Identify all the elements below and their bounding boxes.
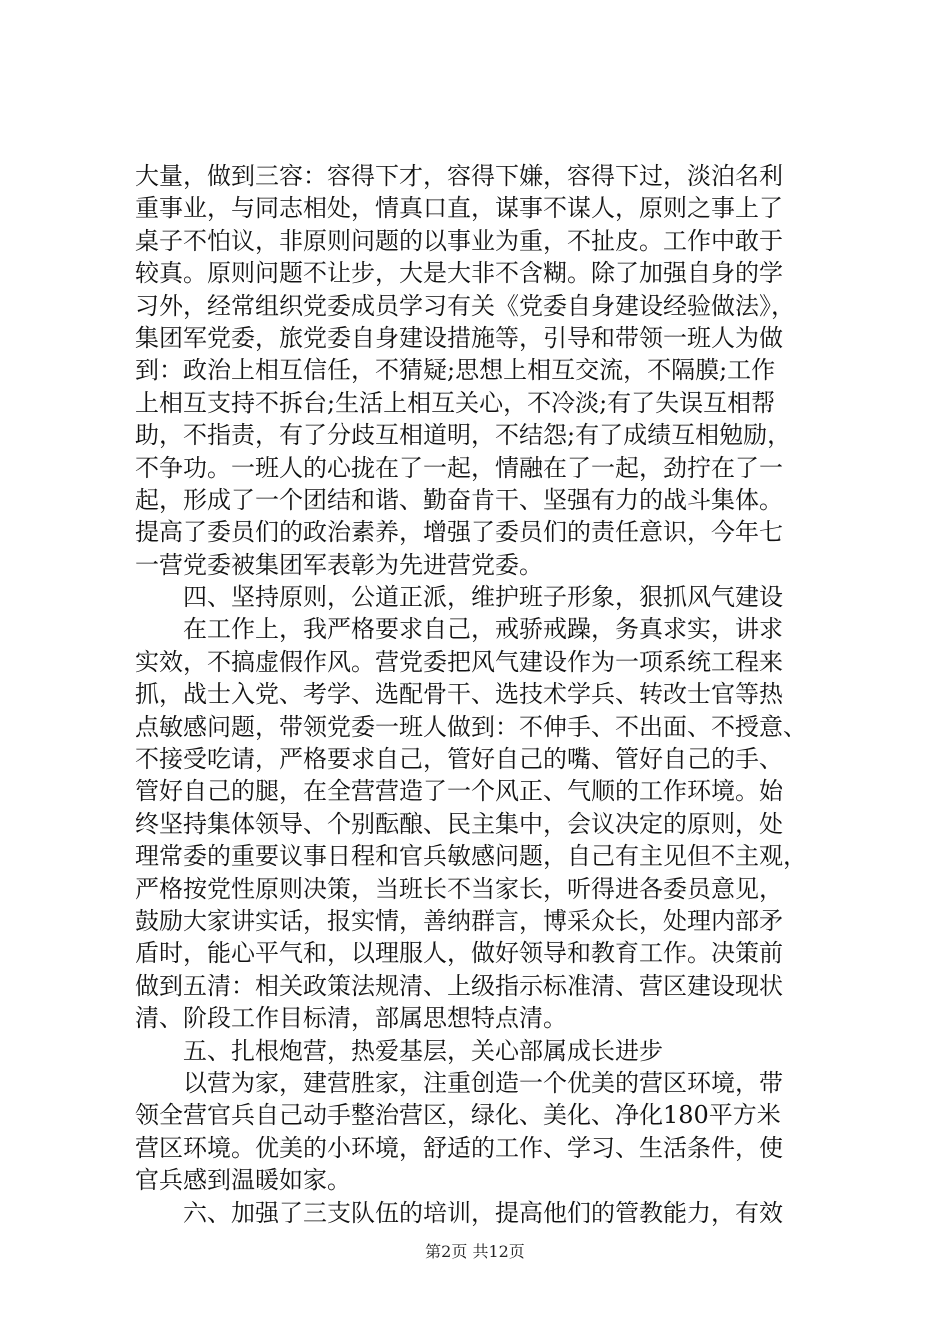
- text-line: 管好自己的腿，在全营营造了一个风正、气顺的工作环境。始: [135, 777, 783, 806]
- text-line: 大量，做到三容：容得下才，容得下嫌，容得下过，淡泊名利: [135, 162, 783, 190]
- text-line: 重事业，与同志相处，情真口直，谋事不谋人，原则之事上了: [135, 194, 783, 223]
- text-line: 做到五清：相关政策法规清、上级指示标准清、营区建设现状: [135, 971, 783, 1000]
- text-line: 在工作上，我严格要求自己，戒骄戒躁，务真求实，讲求: [135, 615, 783, 644]
- text-line: 鼓励大家讲实话，报实情，善纳群言，博采众长，处理内部矛: [135, 906, 783, 935]
- text-line: 官兵感到温暖如家。: [135, 1166, 351, 1195]
- text-line: 终坚持集体领导、个别酝酿、民主集中，会议决定的原则，处: [135, 809, 783, 838]
- text-line: 点敏感问题，带领党委一班人做到：不伸手、不出面、不授意、: [135, 712, 807, 741]
- text-line: 理常委的重要议事日程和官兵敏感问题，自己有主见但不主观，: [135, 842, 807, 871]
- text-line: 较真。原则问题不让步，大是大非不含糊。除了加强自身的学: [135, 259, 783, 288]
- text-line: 一营党委被集团军表彰为先进营党委。: [135, 550, 543, 579]
- text-line: 清、阶段工作目标清，部属思想特点清。: [135, 1004, 567, 1033]
- text-line: 习外，经常组织党委成员学习有关《党委自身建设经验做法》，: [135, 291, 795, 320]
- text-line: 四、坚持原则，公道正派，维护班子形象，狠抓风气建设: [135, 583, 783, 612]
- text-line: 实效，不搞虚假作风。营党委把风气建设作为一项系统工程来: [135, 647, 783, 676]
- text-line: 盾时，能心平气和，以理服人，做好领导和教育工作。决策前: [135, 939, 783, 968]
- text-line: 不接受吃请，严格要求自己，管好自己的嘴、管好自己的手、: [135, 745, 783, 774]
- text-line: 严格按党性原则决策，当班长不当家长，听得进各委员意见，: [135, 874, 783, 903]
- text-line: 领全营官兵自己动手整治营区，绿化、美化、净化180平方米: [135, 1101, 781, 1130]
- text-line: 起，形成了一个团结和谐、勤奋肯干、坚强有力的战斗集体。: [135, 485, 783, 514]
- text-line: 到：政治上相互信任，不猜疑;思想上相互交流，不隔膜;工作: [135, 356, 776, 385]
- text-line: 不争功。一班人的心拢在了一起，情融在了一起，劲拧在了一: [135, 453, 783, 482]
- text-line: 桌子不怕议，非原则问题的以事业为重，不扯皮。工作中敢于: [135, 226, 783, 255]
- body-text: [135, 160, 825, 1229]
- text-line: 抓，战士入党、考学、选配骨干、选技术学兵、转改士官等热: [135, 680, 783, 709]
- text-line: 六、加强了三支队伍的培训，提高他们的管教能力，有效: [135, 1198, 783, 1227]
- text-line: 以营为家，建营胜家，注重创造一个优美的营区环境，带: [135, 1068, 783, 1097]
- text-line: 上相互支持不拆台;生活上相互关心，不冷淡;有了失误互相帮: [135, 388, 776, 417]
- text-line: 助，不指责，有了分歧互相道明，不结怨;有了成绩互相勉励，: [135, 421, 792, 450]
- text-line: 营区环境。优美的小环境，舒适的工作、学习、生活条件，使: [135, 1133, 783, 1162]
- text-line: 五、扎根炮营，热爱基层，关心部属成长进步: [135, 1036, 663, 1065]
- text-line: 提高了委员们的政治素养，增强了委员们的责任意识，今年七: [135, 518, 783, 547]
- text-line: 集团军党委，旅党委自身建设措施等，引导和带领一班人为做: [135, 323, 783, 352]
- page-footer: 第2页 共12页: [425, 1242, 525, 1261]
